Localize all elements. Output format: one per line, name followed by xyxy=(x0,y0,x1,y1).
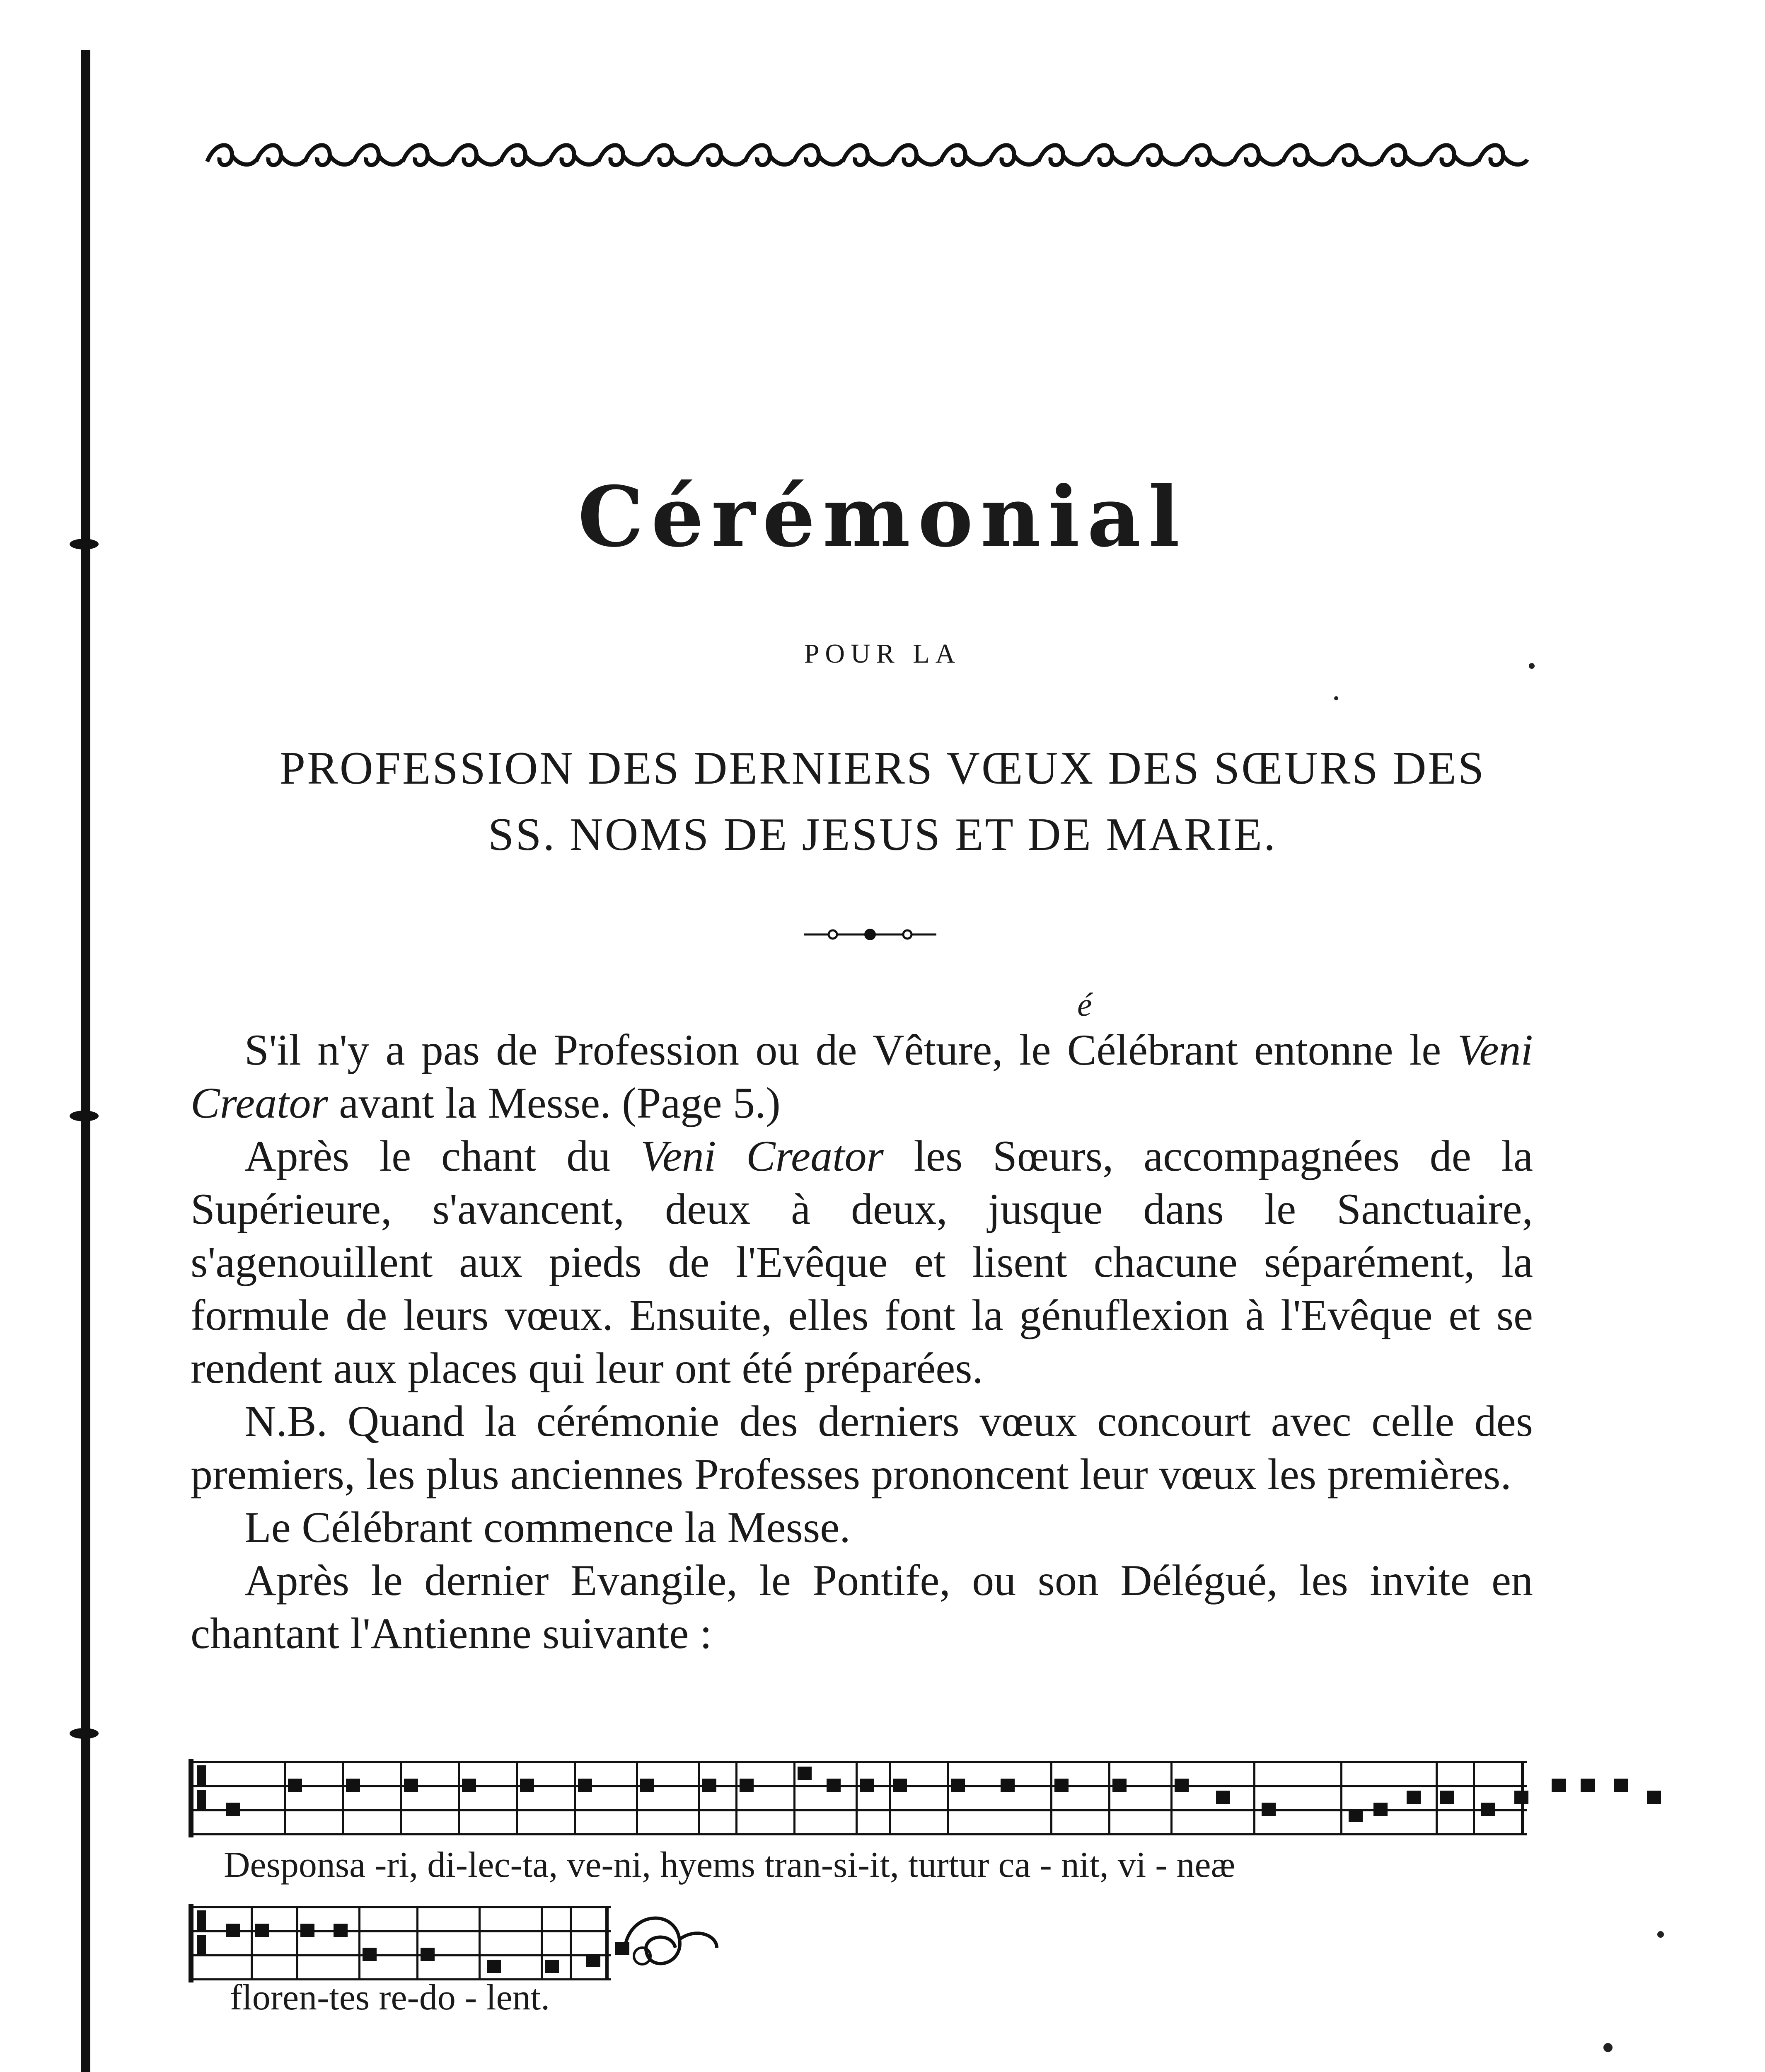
bar-line xyxy=(342,1761,344,1835)
binding-mark xyxy=(70,1728,99,1739)
binding-edge xyxy=(81,50,90,2072)
chant-note xyxy=(421,1948,435,1961)
chant-note xyxy=(545,1960,559,1973)
border-scroll xyxy=(1234,145,1283,165)
chant-note xyxy=(520,1779,534,1792)
bar-line xyxy=(284,1761,286,1835)
chant-note xyxy=(1373,1803,1388,1816)
border-scroll xyxy=(207,145,256,165)
chant-note xyxy=(346,1779,360,1792)
page-title: Cérémonial xyxy=(578,468,1187,566)
chant-note xyxy=(740,1779,754,1792)
chant-note xyxy=(334,1924,348,1937)
chant-note xyxy=(255,1924,269,1937)
clef-mark xyxy=(197,1910,206,1931)
chant-note xyxy=(1552,1779,1566,1792)
chant-note xyxy=(226,1924,240,1937)
chant-staff xyxy=(189,1761,1527,1836)
bar-line xyxy=(1050,1761,1052,1835)
bar-line xyxy=(358,1906,360,1980)
border-scroll xyxy=(696,145,745,165)
scan-speck xyxy=(1334,696,1338,700)
chant-note xyxy=(1112,1779,1127,1792)
border-scroll xyxy=(1136,145,1185,165)
body-text xyxy=(191,1024,1533,1660)
paragraph: S'il n'y a pas de Profession ou de Vêture, le Célébrant entonne le Veni Creator avant la Messe. (Page 5.) xyxy=(191,1026,1533,1127)
border-scroll xyxy=(647,145,696,165)
bar-line xyxy=(296,1906,298,1980)
paragraph: N.B. Quand la cérémonie des derniers vœux concourt avec celle des premiers, les plus anciennes Professes prononcent leur vœux les premières. xyxy=(191,1397,1533,1498)
chant-lyrics: floren-tes re-do - lent. xyxy=(230,1978,550,2018)
bar-line xyxy=(889,1761,891,1835)
chant-note xyxy=(487,1960,501,1973)
chant-note xyxy=(404,1779,418,1792)
ornamental-border xyxy=(191,137,1533,174)
border-scroll xyxy=(1185,145,1234,165)
chant-note xyxy=(1407,1791,1421,1804)
border-scroll xyxy=(794,145,843,165)
staff-end-bar xyxy=(1521,1761,1524,1835)
border-scroll xyxy=(892,145,941,165)
bar-line xyxy=(400,1761,402,1835)
bar-line xyxy=(856,1761,858,1835)
paragraph: Après le chant du Veni Creator les Sœurs, accompagnées de la Supérieure, s'avancent, deux à deux, jusque dans le Sanctuaire, s'agenouillent aux pieds de l'Evêque et lisent chacune séparément, la formule de leurs vœux. Ensuite, elles font la génuflexion à l'Evêque et se rendent aux places qui leur ont été préparées. xyxy=(191,1132,1533,1392)
border-scroll xyxy=(549,145,598,165)
chant-note xyxy=(1216,1791,1230,1804)
border-scroll xyxy=(941,145,989,165)
scan-speck xyxy=(1603,2043,1613,2052)
paragraph: Après le dernier Evangile, le Pontife, ou son Délégué, les invite en chantant l'Antienne suivante : xyxy=(191,1556,1533,1658)
bar-line xyxy=(416,1906,418,1980)
chant-note xyxy=(586,1954,600,1967)
border-scroll xyxy=(1478,145,1527,165)
chant-note xyxy=(1001,1779,1015,1792)
clef-mark xyxy=(197,1765,206,1786)
chant-note xyxy=(798,1767,812,1780)
border-scroll xyxy=(1429,145,1478,165)
bar-line xyxy=(251,1906,253,1980)
bar-line xyxy=(1340,1761,1342,1835)
chant-note xyxy=(640,1779,654,1792)
border-scroll xyxy=(1087,145,1136,165)
bar-line xyxy=(479,1906,481,1980)
bar-line xyxy=(1473,1761,1475,1835)
border-scroll xyxy=(305,145,354,165)
subtitle-line-1: PROFESSION DES DERNIERS VŒUX DES SŒURS DES xyxy=(279,743,1486,794)
binding-mark xyxy=(70,1111,99,1121)
border-scroll xyxy=(452,145,500,165)
bar-line xyxy=(541,1906,543,1980)
section-divider-ornament xyxy=(800,924,941,945)
chant-note xyxy=(1647,1791,1661,1804)
chant-lyrics: Desponsa -ri, di-lec-ta, ve-ni, hyems tran-si-it, turtur ca - nit, vi - neæ xyxy=(224,1845,1236,1885)
bar-line xyxy=(947,1761,949,1835)
border-scroll xyxy=(1332,145,1381,165)
bar-line xyxy=(698,1761,700,1835)
bar-line xyxy=(574,1761,576,1835)
bar-line xyxy=(1436,1761,1438,1835)
chant-note xyxy=(1262,1803,1276,1816)
chant-note xyxy=(1581,1779,1595,1792)
bar-line xyxy=(1170,1761,1173,1835)
paragraph: Le Célébrant commence la Messe. xyxy=(244,1503,851,1552)
subtitle-pour-la: POUR LA xyxy=(804,639,961,669)
scan-speck xyxy=(1657,1931,1664,1938)
chant-note xyxy=(1614,1779,1628,1792)
bar-line xyxy=(1253,1761,1255,1835)
chant-note xyxy=(893,1779,907,1792)
border-scroll xyxy=(500,145,549,165)
border-scroll xyxy=(403,145,452,165)
border-scroll xyxy=(989,145,1038,165)
bar-line xyxy=(570,1906,572,1980)
subtitle-line-2: SS. NOMS DE JESUS ET DE MARIE. xyxy=(488,809,1277,860)
border-scroll xyxy=(598,145,647,165)
chant-note xyxy=(1481,1803,1495,1816)
border-scroll xyxy=(745,145,794,165)
bar-line xyxy=(793,1761,795,1835)
chant-staff xyxy=(189,1906,611,1981)
chant-note xyxy=(462,1779,476,1792)
chant-note xyxy=(860,1779,874,1792)
final-flourish xyxy=(617,1902,725,1985)
chant-note xyxy=(702,1779,716,1792)
clef-mark xyxy=(197,1935,206,1956)
border-scroll xyxy=(843,145,892,165)
bar-line xyxy=(735,1761,737,1835)
staff-end-bar xyxy=(189,1904,193,1982)
chant-note xyxy=(1440,1791,1454,1804)
border-scroll xyxy=(256,145,305,165)
border-scroll xyxy=(1283,145,1332,165)
chant-note xyxy=(1054,1779,1069,1792)
bar-line xyxy=(1108,1761,1110,1835)
handwritten-correction: é xyxy=(1077,987,1092,1023)
chant-note xyxy=(578,1779,592,1792)
clef-mark xyxy=(197,1790,206,1811)
border-scroll xyxy=(1381,145,1429,165)
chant-note xyxy=(288,1779,302,1792)
border-scroll xyxy=(354,145,403,165)
staff-end-bar xyxy=(605,1906,609,1980)
chant-note xyxy=(226,1803,240,1816)
chant-note xyxy=(363,1948,377,1961)
chant-note xyxy=(1175,1779,1189,1792)
chant-note xyxy=(1349,1809,1363,1822)
border-scroll xyxy=(1038,145,1087,165)
bar-line xyxy=(458,1761,460,1835)
chant-note xyxy=(827,1779,841,1792)
bar-line xyxy=(636,1761,638,1835)
staff-end-bar xyxy=(189,1759,193,1837)
bar-line xyxy=(516,1761,518,1835)
chant-note xyxy=(951,1779,965,1792)
chant-note xyxy=(300,1924,314,1937)
